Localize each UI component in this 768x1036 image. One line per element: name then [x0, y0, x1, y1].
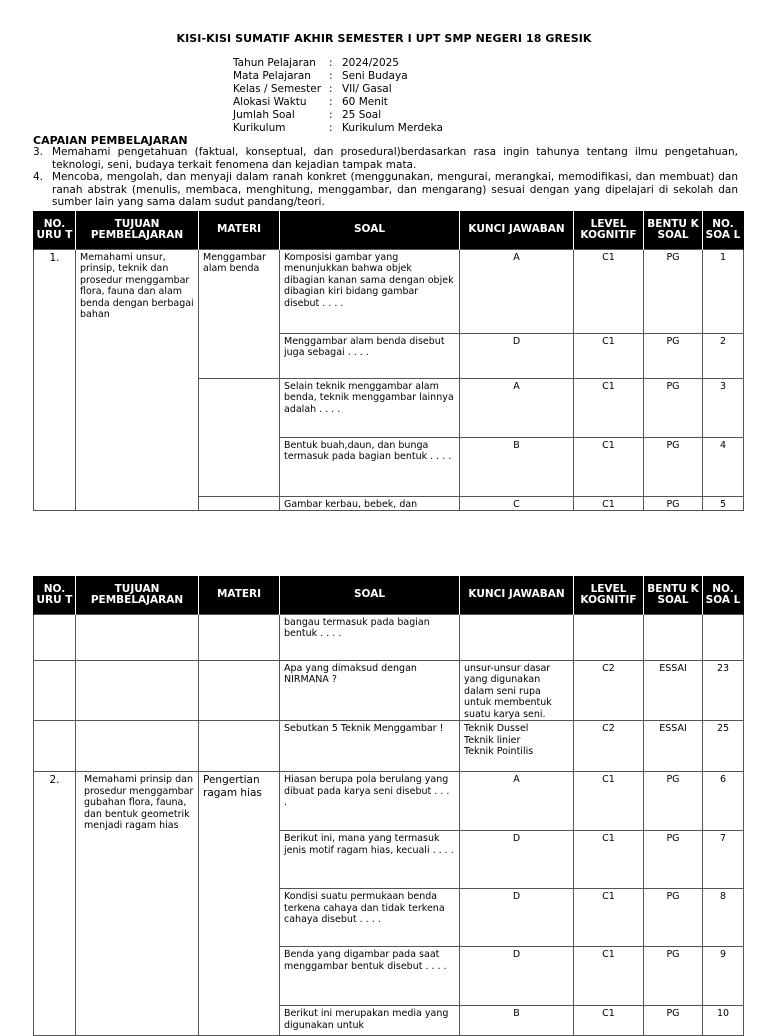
level-cell: C1 — [574, 496, 644, 511]
header-tujuan: TUJUAN PEMBELAJARAN — [76, 211, 199, 249]
meta-separator: : — [329, 122, 333, 134]
meta-label: Kelas / Semester — [233, 83, 322, 95]
header-no-soal: NO. SOA L — [703, 576, 744, 614]
bentuk-cell: PG — [644, 772, 703, 831]
row-number: 2. — [34, 772, 76, 1036]
header-tujuan: TUJUAN PEMBELAJARAN — [76, 576, 199, 614]
meta-value: Kurikulum Merdeka — [342, 122, 443, 134]
meta-row — [233, 109, 443, 122]
soal-cell: Bentuk buah,daun, dan bunga termasuk pada bagian bentuk . . . . — [280, 437, 460, 496]
capaian-item-number: 4. — [33, 171, 44, 183]
materi-cell: Pengertian ragam hias — [199, 772, 280, 1036]
meta-separator: : — [329, 96, 333, 108]
kunci-cell: D — [460, 947, 574, 1006]
level-cell: C1 — [574, 772, 644, 831]
table-row — [34, 772, 744, 831]
header-no-urut: NO. URU T — [34, 211, 76, 249]
bentuk-cell: ESSAI — [644, 721, 703, 772]
table-row — [34, 249, 744, 333]
capaian-item-text: Memahami pengetahuan (faktual, konseptual, dan prosedural)berdasarkan rasa ingin tahunya tentang ilmu pengetahuan, teknologi, seni, budaya terkait fenomena dan kejadian tampak mata. — [52, 146, 738, 171]
meta-value: VII/ Gasal — [342, 83, 392, 95]
meta-value: 25 Soal — [342, 109, 382, 121]
soal-cell: bangau termasuk pada bagian bentuk . . . . — [280, 614, 460, 660]
header-materi: MATERI — [199, 576, 280, 614]
level-cell: C1 — [574, 889, 644, 947]
materi-cell-empty — [199, 496, 280, 511]
meta-label: Alokasi Waktu — [233, 96, 307, 108]
nosoal-cell: 8 — [703, 889, 744, 947]
header-no-urut: NO. URU T — [34, 576, 76, 614]
bentuk-cell: PG — [644, 947, 703, 1006]
tujuan-cell-empty — [76, 660, 199, 721]
bentuk-cell: ESSAI — [644, 660, 703, 721]
level-cell: C1 — [574, 437, 644, 496]
nosoal-cell: 4 — [703, 437, 744, 496]
level-cell: C1 — [574, 831, 644, 889]
header-level: LEVEL KOGNITIF — [574, 211, 644, 249]
bentuk-cell: PG — [644, 378, 703, 437]
nosoal-cell: 5 — [703, 496, 744, 511]
soal-cell: Benda yang digambar pada saat menggambar bentuk disebut . . . . — [280, 947, 460, 1006]
tujuan-cell: Memahami unsur, prinsip, teknik dan prosedur menggambar flora, fauna dan alam benda dengan berbagai bahan — [76, 249, 199, 511]
table-row — [34, 721, 744, 772]
level-cell: C1 — [574, 378, 644, 437]
level-cell: C2 — [574, 660, 644, 721]
header-bentuk: BENTU K SOAL — [644, 211, 703, 249]
soal-cell: Kondisi suatu permukaan benda terkena cahaya dan tidak terkena cahaya disebut . . . . — [280, 889, 460, 947]
tujuan-cell: Memahami prinsip dan prosedur menggambar gubahan flora, fauna, dan bentuk geometrik menjadi ragam hias — [76, 772, 199, 1036]
nosoal-cell: 7 — [703, 831, 744, 889]
row-number: 1. — [34, 249, 76, 511]
capaian-heading: CAPAIAN PEMBELAJARAN — [33, 134, 188, 147]
nosoal-cell: 23 — [703, 660, 744, 721]
level-cell — [574, 614, 644, 660]
meta-label: Tahun Pelajaran — [233, 57, 316, 69]
meta-row — [233, 70, 443, 83]
tujuan-cell-empty — [76, 721, 199, 772]
header-soal: SOAL — [280, 211, 460, 249]
capaian-item — [33, 146, 738, 171]
bentuk-cell: PG — [644, 333, 703, 378]
header-kunci: KUNCI JAWABAN — [460, 576, 574, 614]
header-no-soal: NO. SOA L — [703, 211, 744, 249]
soal-cell: Apa yang dimaksud dengan NIRMANA ? — [280, 660, 460, 721]
kisi-kisi-table-1 — [33, 211, 744, 511]
meta-value: 2024/2025 — [342, 57, 399, 69]
capaian-item-text: Mencoba, mengolah, dan menyaji dalam ranah konkret (menggunakan, mengurai, merangkai, memodifikasi, dan membuat) dan ranah abstrak (menulis, membaca, menghitung, menggambar, dan mengarang) sesuai dengan yang dipelajari di sekolah dan sumber lain yang sama dalam sudut pandang/teori. — [52, 171, 738, 208]
meta-row — [233, 83, 443, 96]
kunci-cell: C — [460, 496, 574, 511]
soal-cell: Hiasan berupa pola berulang yang dibuat pada karya seni disebut . . . . — [280, 772, 460, 831]
tujuan-cell-empty — [76, 614, 199, 660]
kunci-cell: unsur-unsur dasar yang digunakan dalam seni rupa untuk membentuk suatu karya seni. — [460, 660, 574, 721]
bentuk-cell: PG — [644, 249, 703, 333]
kunci-cell: D — [460, 333, 574, 378]
nosoal-cell: 9 — [703, 947, 744, 1006]
document-meta — [233, 57, 443, 135]
bentuk-cell: PG — [644, 1006, 703, 1036]
kunci-cell: Teknik Dussel Teknik linier Teknik Pointilis — [460, 721, 574, 772]
materi-cell-empty — [199, 660, 280, 721]
header-kunci: KUNCI JAWABAN — [460, 211, 574, 249]
soal-cell: Berikut ini merupakan media yang digunakan untuk — [280, 1006, 460, 1036]
bentuk-cell: PG — [644, 437, 703, 496]
kunci-cell: D — [460, 889, 574, 947]
level-cell: C1 — [574, 1006, 644, 1036]
kunci-cell: B — [460, 437, 574, 496]
materi-cell: Menggambar alam benda — [199, 249, 280, 378]
kunci-cell: B — [460, 1006, 574, 1036]
bentuk-cell — [644, 614, 703, 660]
nosoal-cell: 1 — [703, 249, 744, 333]
soal-cell: Sebutkan 5 Teknik Menggambar ! — [280, 721, 460, 772]
meta-label: Kurikulum — [233, 122, 286, 134]
materi-cell-empty — [199, 721, 280, 772]
table-row — [34, 660, 744, 721]
meta-label: Jumlah Soal — [233, 109, 295, 121]
bentuk-cell: PG — [644, 496, 703, 511]
header-bentuk: BENTU K SOAL — [644, 576, 703, 614]
meta-label: Mata Pelajaran — [233, 70, 311, 82]
meta-row — [233, 122, 443, 135]
level-cell: C2 — [574, 721, 644, 772]
header-level: LEVEL KOGNITIF — [574, 576, 644, 614]
materi-cell-empty — [199, 378, 280, 496]
capaian-list — [33, 146, 738, 209]
kunci-cell: A — [460, 249, 574, 333]
meta-row — [233, 57, 443, 70]
document-title: KISI-KISI SUMATIF AKHIR SEMESTER I UPT SMP NEGERI 18 GRESIK — [176, 32, 592, 45]
header-materi: MATERI — [199, 211, 280, 249]
nosoal-cell: 25 — [703, 721, 744, 772]
meta-separator: : — [329, 109, 333, 121]
meta-separator: : — [329, 83, 333, 95]
level-cell: C1 — [574, 333, 644, 378]
header-soal: SOAL — [280, 576, 460, 614]
kisi-kisi-table-2 — [33, 576, 744, 1036]
row-number-empty — [34, 614, 76, 660]
capaian-item — [33, 171, 738, 209]
materi-cell-empty — [199, 614, 280, 660]
nosoal-cell: 3 — [703, 378, 744, 437]
nosoal-cell: 6 — [703, 772, 744, 831]
kunci-cell: A — [460, 772, 574, 831]
meta-row — [233, 96, 443, 109]
kunci-cell: A — [460, 378, 574, 437]
capaian-item-number: 3. — [33, 146, 44, 158]
meta-separator: : — [329, 70, 333, 82]
row-number-empty — [34, 660, 76, 721]
soal-cell: Menggambar alam benda disebut juga sebagai . . . . — [280, 333, 460, 378]
level-cell: C1 — [574, 249, 644, 333]
meta-separator: : — [329, 57, 333, 69]
soal-cell: Berikut ini, mana yang termasuk jenis motif ragam hias, kecuali . . . . — [280, 831, 460, 889]
nosoal-cell — [703, 614, 744, 660]
meta-value: 60 Menit — [342, 96, 388, 108]
row-number-empty — [34, 721, 76, 772]
bentuk-cell: PG — [644, 831, 703, 889]
meta-value: Seni Budaya — [342, 70, 408, 82]
soal-cell: Selain teknik menggambar alam benda, teknik menggambar lainnya adalah . . . . — [280, 378, 460, 437]
soal-cell: Komposisi gambar yang menunjukkan bahwa objek dibagian kanan sama dengan objek dibagian kiri bidang gambar disebut . . . . — [280, 249, 460, 333]
table-row — [34, 614, 744, 660]
kunci-cell: D — [460, 831, 574, 889]
nosoal-cell: 2 — [703, 333, 744, 378]
bentuk-cell: PG — [644, 889, 703, 947]
kunci-cell — [460, 614, 574, 660]
nosoal-cell: 10 — [703, 1006, 744, 1036]
level-cell: C1 — [574, 947, 644, 1006]
soal-cell: Gambar kerbau, bebek, dan — [280, 496, 460, 511]
